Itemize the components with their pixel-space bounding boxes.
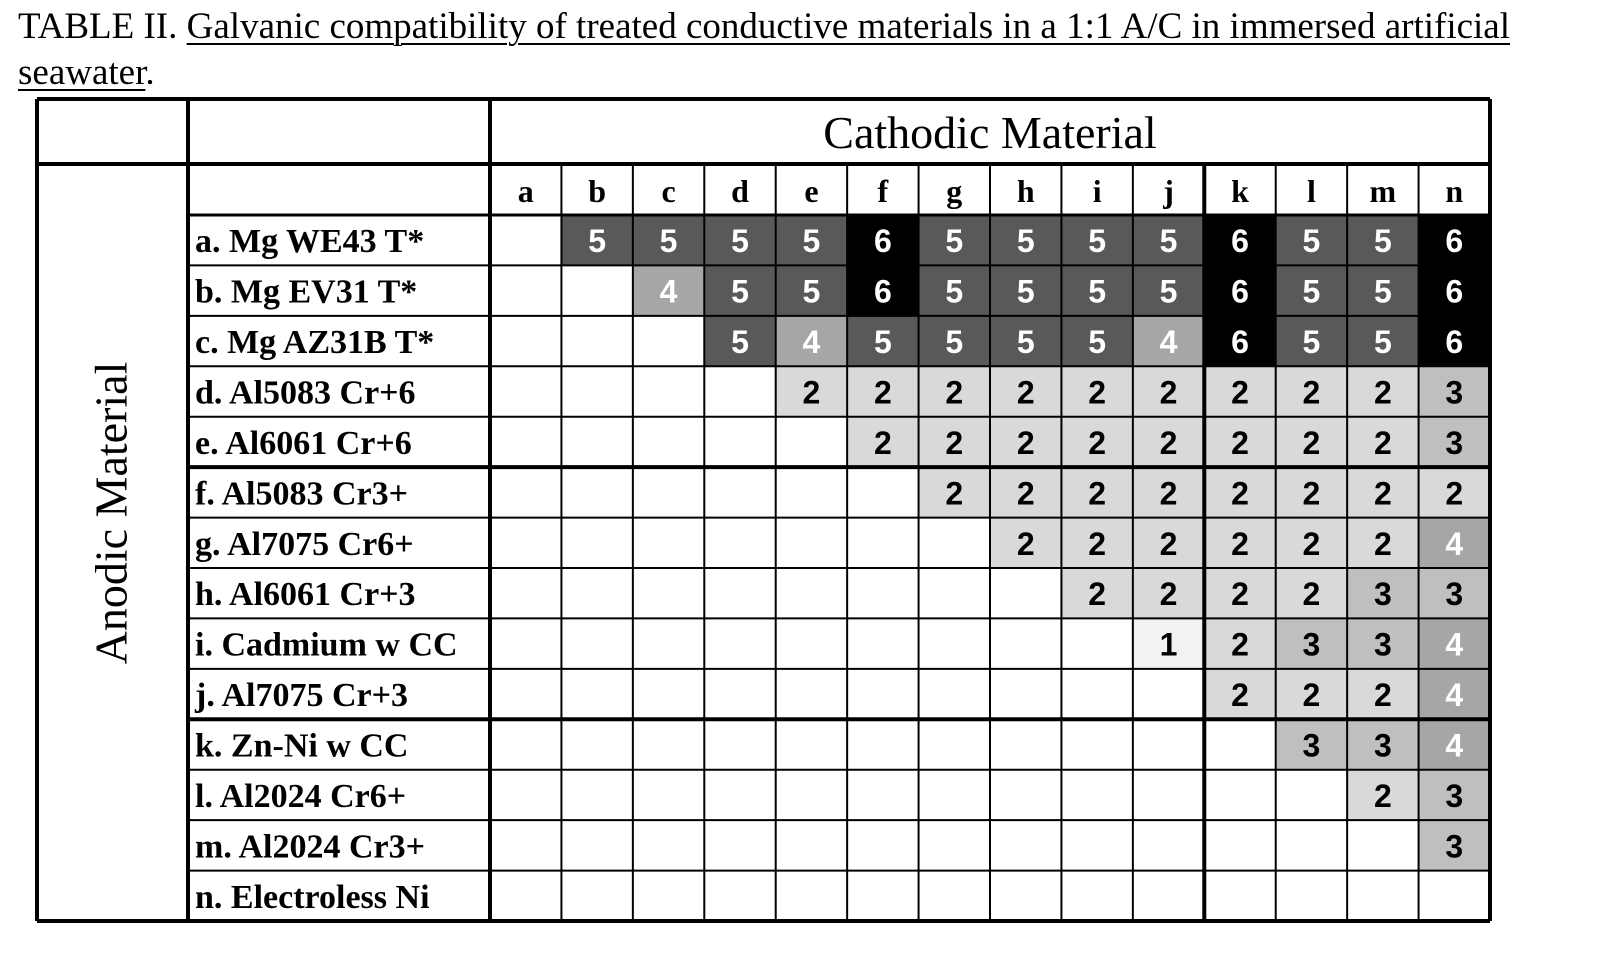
cell-value-a-f: 6 — [873, 223, 892, 260]
cell-value-c-d: 5 — [731, 324, 749, 361]
row-label-a: a. Mg WE43 T* — [195, 223, 425, 261]
cell-value-a-i: 5 — [1088, 223, 1107, 260]
cell-value-e-k: 2 — [1231, 424, 1249, 461]
cell-value-g-m: 2 — [1373, 525, 1392, 562]
row-label-c: c. Mg AZ31B T* — [195, 324, 435, 362]
cell-value-c-h: 5 — [1016, 324, 1035, 361]
cell-value-h-k: 2 — [1231, 576, 1249, 613]
column-header-h: h — [1016, 173, 1035, 209]
cell-value-j-l: 2 — [1302, 677, 1321, 714]
cell-value-d-i: 2 — [1088, 374, 1107, 411]
cell-value-m-n: 3 — [1445, 828, 1464, 865]
cell-value-h-j: 2 — [1159, 576, 1178, 613]
cell-value-c-i: 5 — [1088, 324, 1107, 361]
cell-value-d-n: 3 — [1445, 374, 1464, 411]
cell-value-e-m: 2 — [1373, 424, 1392, 461]
row-label-i: i. Cadmium w CC — [195, 626, 458, 664]
caption-title: Galvanic compatibility of treated conductive materials in a 1:1 A/C in immersed artificial seawater — [18, 6, 1511, 93]
cell-value-b-h: 5 — [1016, 273, 1035, 310]
cell-value-a-e: 5 — [802, 223, 821, 260]
cell-value-l-n: 3 — [1445, 777, 1464, 814]
row-label-j: j. Al7075 Cr+3 — [195, 677, 408, 715]
cell-value-h-l: 2 — [1302, 576, 1321, 613]
cell-value-c-n: 6 — [1445, 324, 1464, 361]
cell-value-b-g: 5 — [945, 273, 964, 310]
cell-value-d-e: 2 — [802, 374, 821, 411]
cell-value-g-j: 2 — [1159, 525, 1178, 562]
row-label-d: d. Al5083 Cr+6 — [195, 374, 416, 412]
row-label-e: e. Al6061 Cr+6 — [195, 424, 412, 462]
cell-value-a-d: 5 — [731, 223, 749, 260]
cell-value-i-m: 3 — [1373, 626, 1392, 663]
cell-value-j-m: 2 — [1373, 677, 1392, 714]
column-header-e: e — [804, 173, 819, 209]
cell-value-k-l: 3 — [1302, 727, 1321, 764]
cell-value-b-m: 5 — [1373, 273, 1392, 310]
cell-value-a-m: 5 — [1373, 223, 1392, 260]
cell-value-g-i: 2 — [1088, 525, 1107, 562]
cell-value-b-n: 6 — [1445, 273, 1464, 310]
cell-value-c-g: 5 — [945, 324, 964, 361]
cell-value-i-k: 2 — [1231, 626, 1249, 663]
row-label-l: l. Al2024 Cr6+ — [195, 777, 407, 815]
cell-value-g-h: 2 — [1016, 525, 1035, 562]
cell-value-f-h: 2 — [1016, 475, 1035, 512]
column-header-b: b — [588, 173, 607, 209]
cell-value-i-n: 4 — [1445, 626, 1464, 663]
cell-value-a-b: 5 — [588, 223, 607, 260]
cell-value-j-k: 2 — [1231, 677, 1249, 714]
cell-value-e-l: 2 — [1302, 424, 1321, 461]
cell-value-c-k: 6 — [1231, 324, 1249, 361]
column-header-n: n — [1445, 173, 1464, 209]
cell-value-e-h: 2 — [1016, 424, 1035, 461]
cell-value-h-m: 3 — [1373, 576, 1392, 613]
cell-value-g-l: 2 — [1302, 525, 1321, 562]
cell-value-e-j: 2 — [1159, 424, 1178, 461]
caption-suffix: . — [145, 52, 155, 93]
cell-value-d-k: 2 — [1231, 374, 1249, 411]
cell-value-j-n: 4 — [1445, 677, 1464, 714]
cell-value-b-e: 5 — [802, 273, 821, 310]
cell-value-h-n: 3 — [1445, 576, 1464, 613]
cell-value-c-j: 4 — [1159, 324, 1178, 361]
cell-value-k-n: 4 — [1445, 727, 1464, 764]
cell-value-d-f: 2 — [873, 374, 892, 411]
cell-value-i-l: 3 — [1302, 626, 1321, 663]
cell-value-e-i: 2 — [1088, 424, 1107, 461]
column-header-d: d — [731, 173, 749, 209]
cell-value-f-g: 2 — [945, 475, 964, 512]
cell-value-f-l: 2 — [1302, 475, 1321, 512]
cell-value-b-k: 6 — [1231, 273, 1249, 310]
row-label-m: m. Al2024 Cr3+ — [195, 828, 425, 866]
cell-value-a-g: 5 — [945, 223, 964, 260]
cell-value-l-m: 2 — [1373, 777, 1392, 814]
column-header-a: a — [517, 173, 534, 209]
row-label-b: b. Mg EV31 T* — [195, 273, 418, 311]
row-label-g: g. Al7075 Cr6+ — [195, 525, 414, 563]
cell-value-b-j: 5 — [1159, 273, 1178, 310]
caption-prefix: TABLE II. — [18, 6, 187, 47]
row-label-h: h. Al6061 Cr+3 — [195, 576, 416, 614]
cell-value-e-g: 2 — [945, 424, 964, 461]
cell-value-a-n: 6 — [1445, 223, 1464, 260]
row-label-n: n. Electroless Ni — [195, 878, 430, 916]
row-label-f: f. Al5083 Cr3+ — [195, 475, 408, 513]
cell-value-g-k: 2 — [1231, 525, 1249, 562]
cell-value-b-l: 5 — [1302, 273, 1321, 310]
cell-value-a-h: 5 — [1016, 223, 1035, 260]
column-header-c: c — [661, 173, 676, 209]
cell-value-f-k: 2 — [1231, 475, 1249, 512]
cell-value-c-e: 4 — [802, 324, 821, 361]
cell-value-h-i: 2 — [1088, 576, 1107, 613]
cell-value-d-m: 2 — [1373, 374, 1392, 411]
cell-value-a-k: 6 — [1231, 223, 1249, 260]
cell-value-k-m: 3 — [1373, 727, 1392, 764]
column-header-m: m — [1369, 173, 1397, 209]
cell-value-f-j: 2 — [1159, 475, 1178, 512]
cell-value-a-l: 5 — [1302, 223, 1321, 260]
cell-value-b-d: 5 — [731, 273, 749, 310]
column-header-k: k — [1231, 173, 1249, 209]
cell-value-e-f: 2 — [873, 424, 892, 461]
cell-value-f-m: 2 — [1373, 475, 1392, 512]
cell-value-b-f: 6 — [873, 273, 892, 310]
cell-value-b-i: 5 — [1088, 273, 1107, 310]
cell-value-d-j: 2 — [1159, 374, 1178, 411]
column-header-j: j — [1163, 173, 1174, 209]
column-header-l: l — [1306, 173, 1316, 209]
cell-value-i-j: 1 — [1159, 626, 1178, 663]
cell-value-g-n: 4 — [1445, 525, 1464, 562]
column-header-f: f — [877, 173, 889, 209]
row-label-k: k. Zn-Ni w CC — [195, 727, 409, 765]
cell-value-a-j: 5 — [1159, 223, 1178, 260]
cell-value-d-h: 2 — [1016, 374, 1035, 411]
cell-value-c-f: 5 — [873, 324, 892, 361]
cell-value-d-l: 2 — [1302, 374, 1321, 411]
cell-value-f-n: 2 — [1445, 475, 1464, 512]
cell-value-c-l: 5 — [1302, 324, 1321, 361]
cell-value-a-c: 5 — [659, 223, 678, 260]
column-header-i: i — [1092, 173, 1102, 209]
cell-value-c-m: 5 — [1373, 324, 1392, 361]
cell-value-e-n: 3 — [1445, 424, 1464, 461]
cell-value-d-g: 2 — [945, 374, 964, 411]
cathodic-material-header: Cathodic Material — [823, 107, 1157, 158]
cell-value-b-c: 4 — [659, 273, 678, 310]
column-header-g: g — [946, 173, 963, 209]
cell-value-f-i: 2 — [1088, 475, 1107, 512]
anodic-material-header: Anodic Material — [85, 361, 137, 665]
